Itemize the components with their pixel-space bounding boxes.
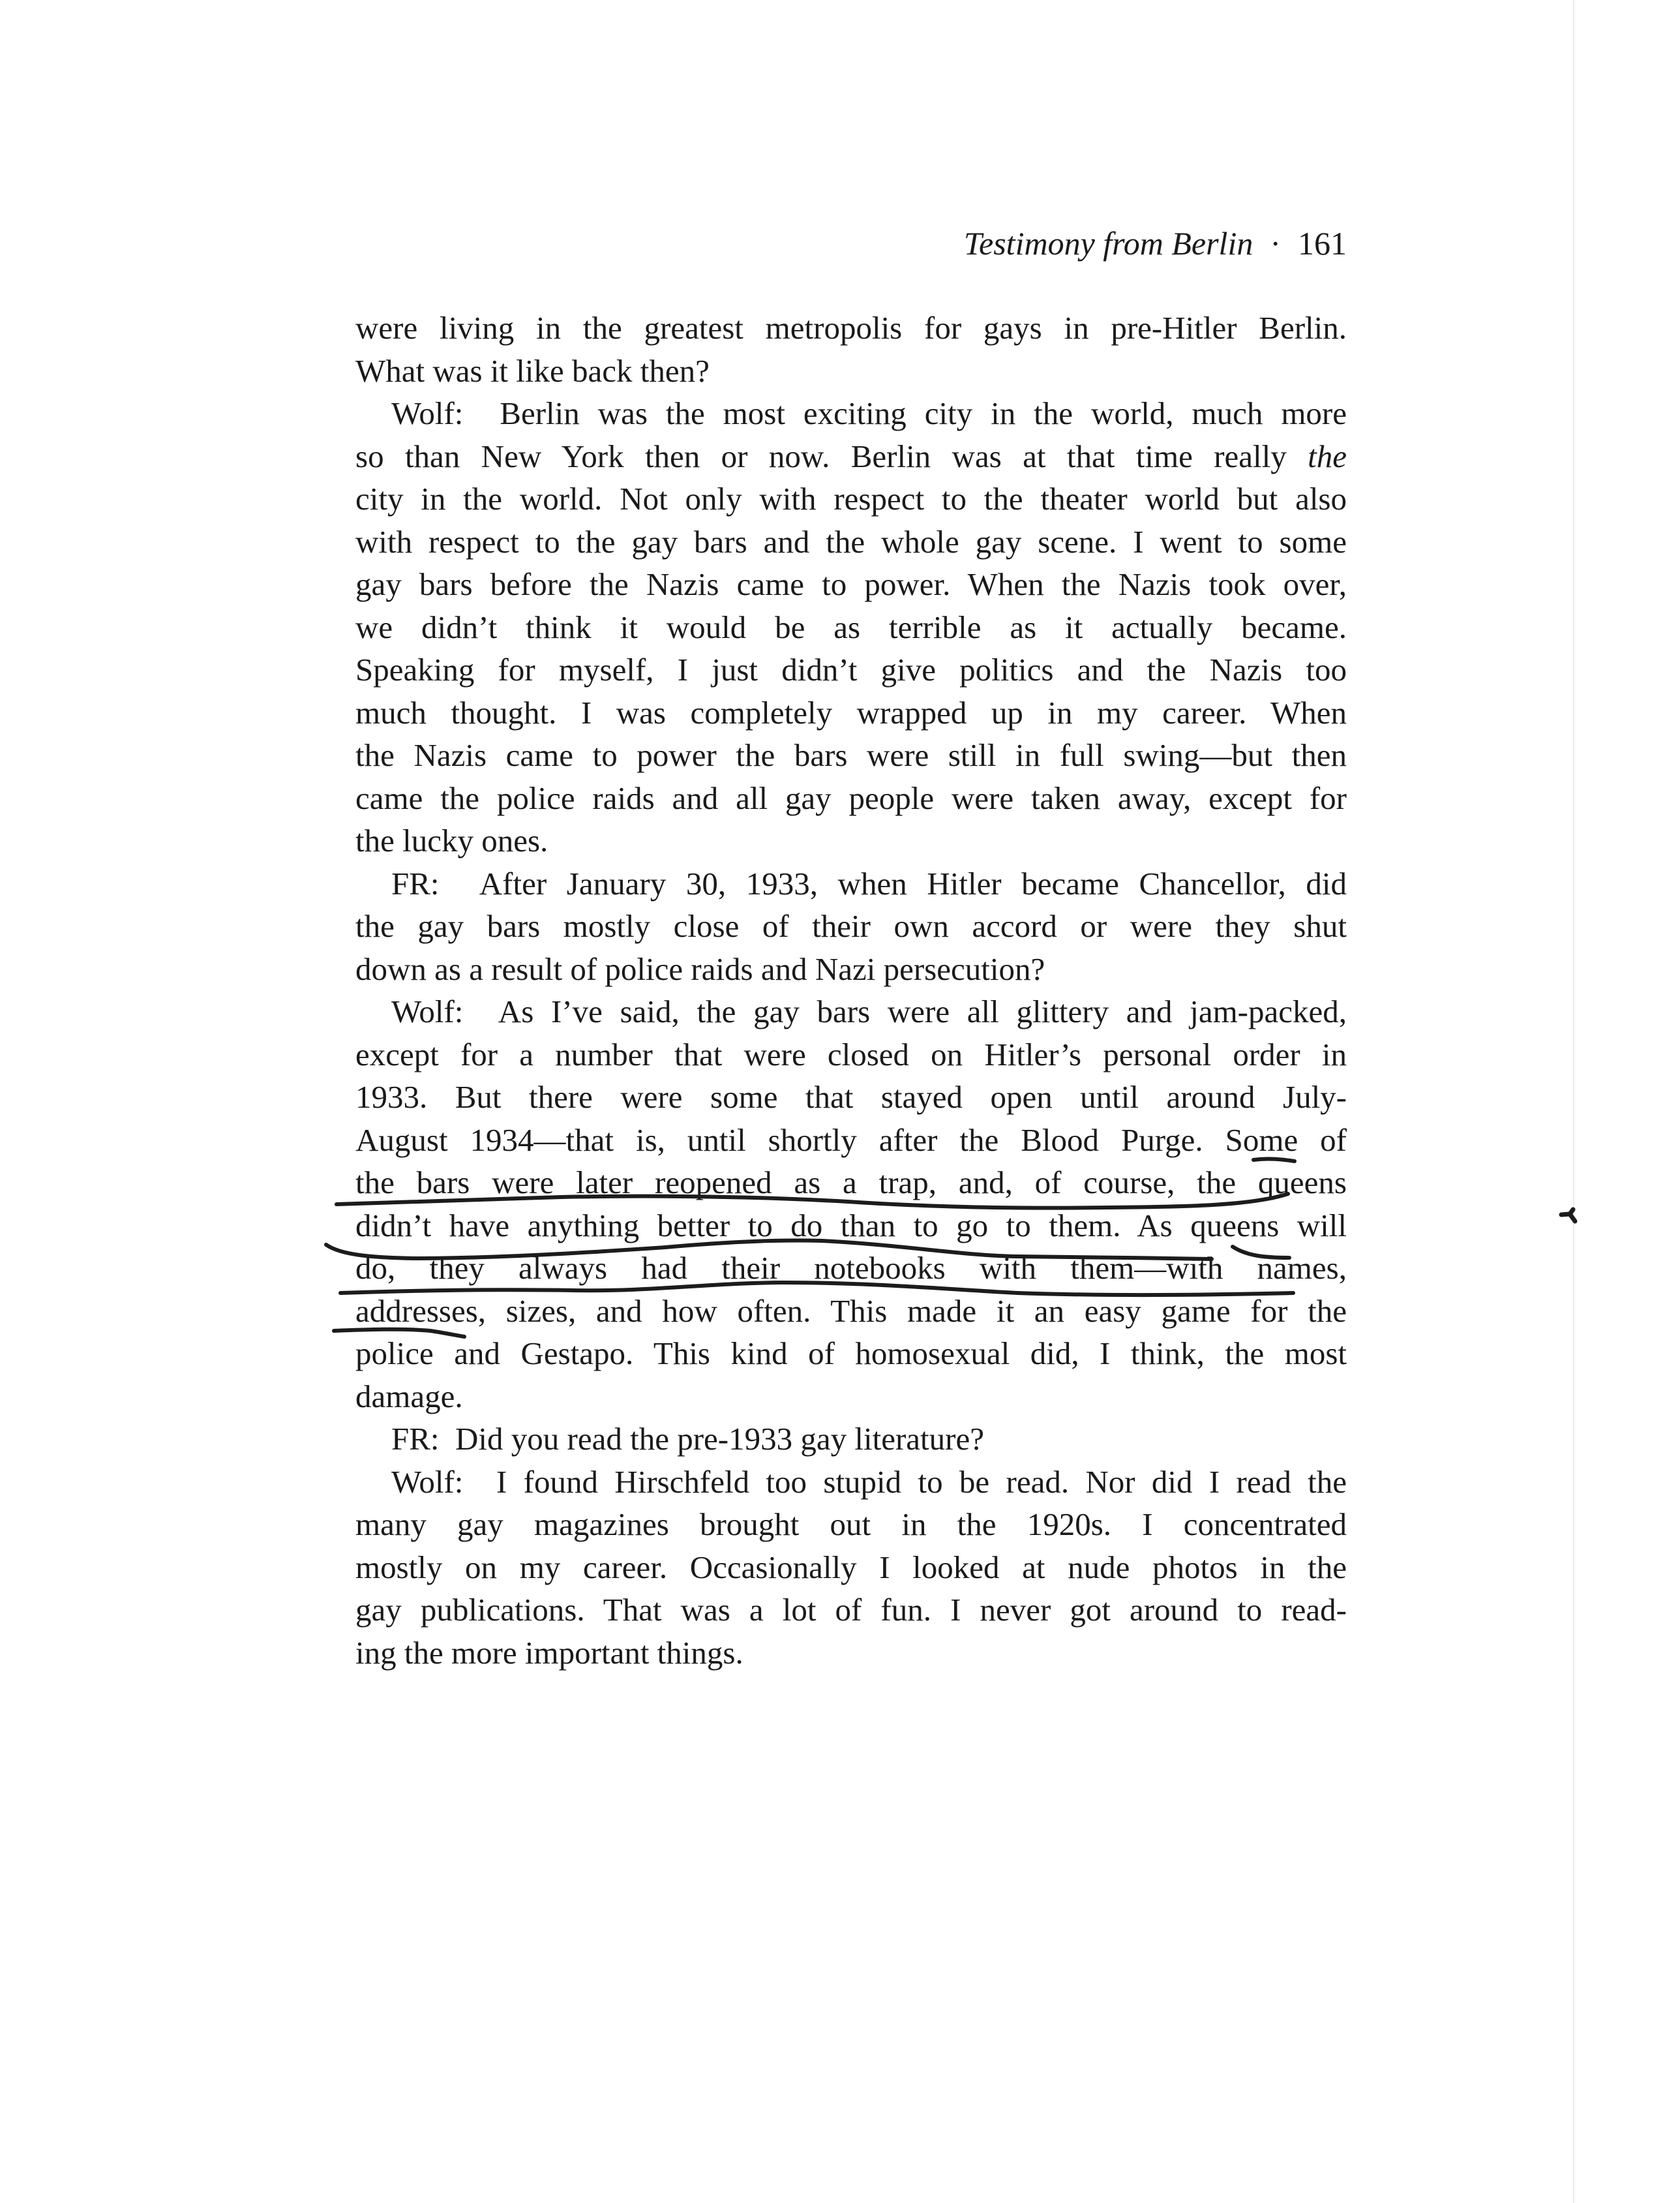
running-head-title: Testimony from Berlin bbox=[963, 225, 1253, 262]
text-line: Wolf: I found Hirschfeld too stupid to be read. Nor did I read the bbox=[391, 1463, 1347, 1500]
text-line: gay publications. That was a lot of fun. I never got around to read- bbox=[355, 1592, 1347, 1628]
text-line: damage. bbox=[355, 1378, 463, 1414]
text-line: down as a result of police raids and Nazi persecution? bbox=[355, 950, 1045, 987]
text-line: Wolf: As I’ve said, the gay bars were all glittery and jam-packed, bbox=[391, 994, 1347, 1029]
text-line: were living in the greatest metropolis for gays in pre-Hitler Berlin. bbox=[355, 310, 1347, 346]
text-line: except for a number that were closed on Hitler’s personal order in bbox=[355, 1036, 1347, 1072]
text-line: we didn’t think it would be as terrible as it actually became. bbox=[355, 609, 1347, 645]
text-line: much thought. I was completely wrapped up in my career. When bbox=[355, 694, 1347, 731]
text-line bbox=[355, 435, 1347, 478]
emphasized-word: the bbox=[1308, 438, 1347, 474]
text-line: gay bars before the Nazis came to power. When the Nazis took over, bbox=[355, 566, 1347, 602]
text-line: do, they always had their notebooks with them—with names, bbox=[355, 1250, 1347, 1286]
text-line: the Nazis came to power the bars were still in full swing—but then bbox=[355, 737, 1347, 773]
text-line: city in the world. Not only with respect to the theater world but also bbox=[355, 481, 1347, 517]
running-head bbox=[874, 220, 1347, 266]
text-line: the bars were later reopened as a trap, and, of course, the queens bbox=[355, 1164, 1347, 1200]
text-line: didn’t have anything better to do than to go to them. As queens will bbox=[355, 1207, 1347, 1243]
page-number: 161 bbox=[1298, 225, 1347, 262]
running-head-separator: · bbox=[1270, 225, 1281, 262]
text-line: August 1934—that is, until shortly after the Blood Purge. Some of bbox=[355, 1121, 1347, 1158]
text-line: ing the more important things. bbox=[355, 1634, 743, 1671]
text-line: FR: Did you read the pre-1933 gay literature? bbox=[391, 1421, 984, 1457]
text-line: What was it like back then? bbox=[355, 352, 710, 389]
body-text bbox=[355, 307, 1347, 1674]
text-line: police and Gestapo. This kind of homosexual did, I think, the most bbox=[355, 1335, 1347, 1371]
text-line: Speaking for myself, I just didn’t give politics and the Nazis too bbox=[355, 652, 1347, 688]
text-line: many gay magazines brought out in the 1920s. I concentrated bbox=[355, 1506, 1347, 1542]
text-line: 1933. But there were some that stayed open until around July- bbox=[355, 1079, 1347, 1115]
text-line: FR: After January 30, 1933, when Hitler became Chancellor, did bbox=[391, 865, 1347, 902]
text-line: Wolf: Berlin was the most exciting city in the world, much more bbox=[391, 395, 1347, 431]
text-line: came the police raids and all gay people were taken away, except for bbox=[355, 780, 1347, 816]
text-line-content: so than New York then or now. Berlin was at that time really bbox=[355, 438, 1308, 474]
scan-artifact-line bbox=[1573, 0, 1574, 2203]
text-line: the gay bars mostly close of their own accord or were they shut bbox=[355, 908, 1347, 944]
text-line: with respect to the gay bars and the whole gay scene. I went to some bbox=[355, 523, 1347, 560]
text-line: the lucky ones. bbox=[355, 823, 548, 858]
text-line: mostly on my career. Occasionally I looked at nude photos in the bbox=[355, 1549, 1347, 1585]
text-line: addresses, sizes, and how often. This made it an easy game for the bbox=[355, 1292, 1347, 1329]
